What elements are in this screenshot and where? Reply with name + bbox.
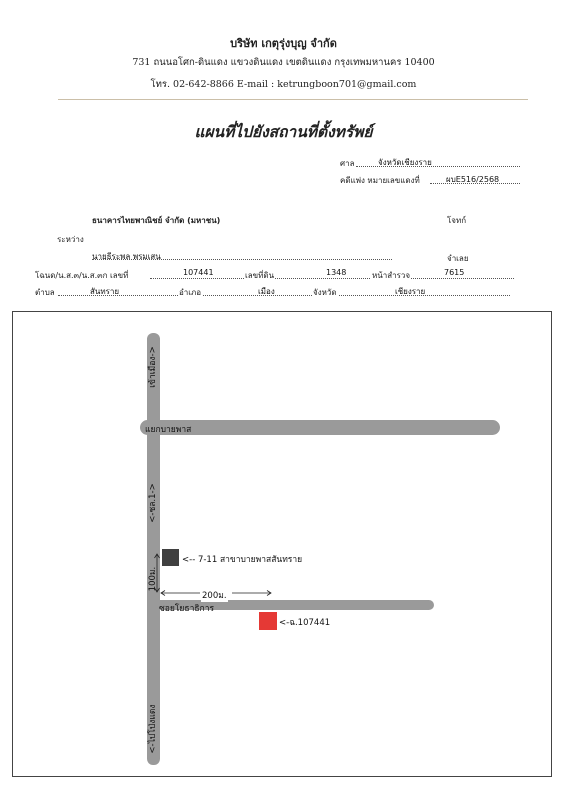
dist-100-arrow <box>153 552 161 594</box>
deed-dots <box>150 278 514 279</box>
district-value: เมือง <box>258 287 275 296</box>
district-label: อำเภอ <box>179 288 202 297</box>
province-value: เชียงราย <box>395 287 426 296</box>
map-frame <box>12 311 552 777</box>
subdistrict-value: สันทราย <box>90 287 120 296</box>
shop-marker <box>162 549 179 566</box>
property-label: <-ฉ.107441 <box>279 618 331 628</box>
property-marker <box>259 612 277 630</box>
subdistrict-label: ตำบล <box>35 288 55 297</box>
plaintiff-role: โจทก์ <box>447 216 467 225</box>
to-pong-daeng-label: <-ไปโป่งแดง <box>148 704 158 754</box>
soi-label: ซอยโยธาธิการ <box>159 604 215 614</box>
to-city-label: เข้าเมือง-> <box>148 346 158 388</box>
court-label: ศาล <box>340 159 355 168</box>
dist-100-label: 100ม. <box>148 566 158 592</box>
between-label: ระหว่าง <box>57 235 84 244</box>
defendant-role: จำเลย <box>447 254 469 263</box>
dist-200-label: 200ม. <box>201 588 228 602</box>
case-label: คดีแพ่ง หมายเลขแดงที่ <box>340 176 420 185</box>
land-label: เลขที่ดิน <box>245 271 275 280</box>
plaintiff-name: ธนาคารไทยพาณิชย์ จำกัด (มหาชน) <box>92 216 221 225</box>
court-value: จังหวัดเชียงราย <box>378 158 432 167</box>
defendant-name: นายธีระพล พรมเสน <box>92 252 161 261</box>
deed-label: โฉนด/น.ส.๓/น.ส.๓ก เลขที่ <box>35 271 129 280</box>
land-value: 1348 <box>326 268 347 277</box>
province-label: จังหวัด <box>313 288 337 297</box>
location-dots <box>58 295 510 296</box>
bypass-label: แยกบายพาส <box>145 425 192 435</box>
ch1-label: <-ชล.1-> <box>148 483 158 523</box>
company-contact: โทร. 02-642-8866 E-mail : ketrungboon701@gmail.com <box>150 79 417 90</box>
survey-label: หน้าสำรวจ <box>372 271 411 280</box>
case-value: ผบE516/2568 <box>446 175 500 184</box>
bypass-road <box>140 420 500 435</box>
survey-value: 7615 <box>444 268 465 277</box>
company-name: บริษัท เกตุรุ่งบุญ จำกัด <box>230 37 337 50</box>
company-address: 731 ถนนอโศก-ดินแดง แขวงดินแดง เขตดินแดง กรุงเทพมหานคร 10400 <box>132 57 435 68</box>
document-title: แผนที่ไปยังสถานที่ตั้งทรัพย์ <box>194 123 373 141</box>
defendant-dots <box>92 259 392 260</box>
header-divider <box>58 99 528 100</box>
deed-value: 107441 <box>183 268 214 277</box>
shop-label: <-- 7-11 สาขาบายพาสสันทราย <box>182 555 303 565</box>
